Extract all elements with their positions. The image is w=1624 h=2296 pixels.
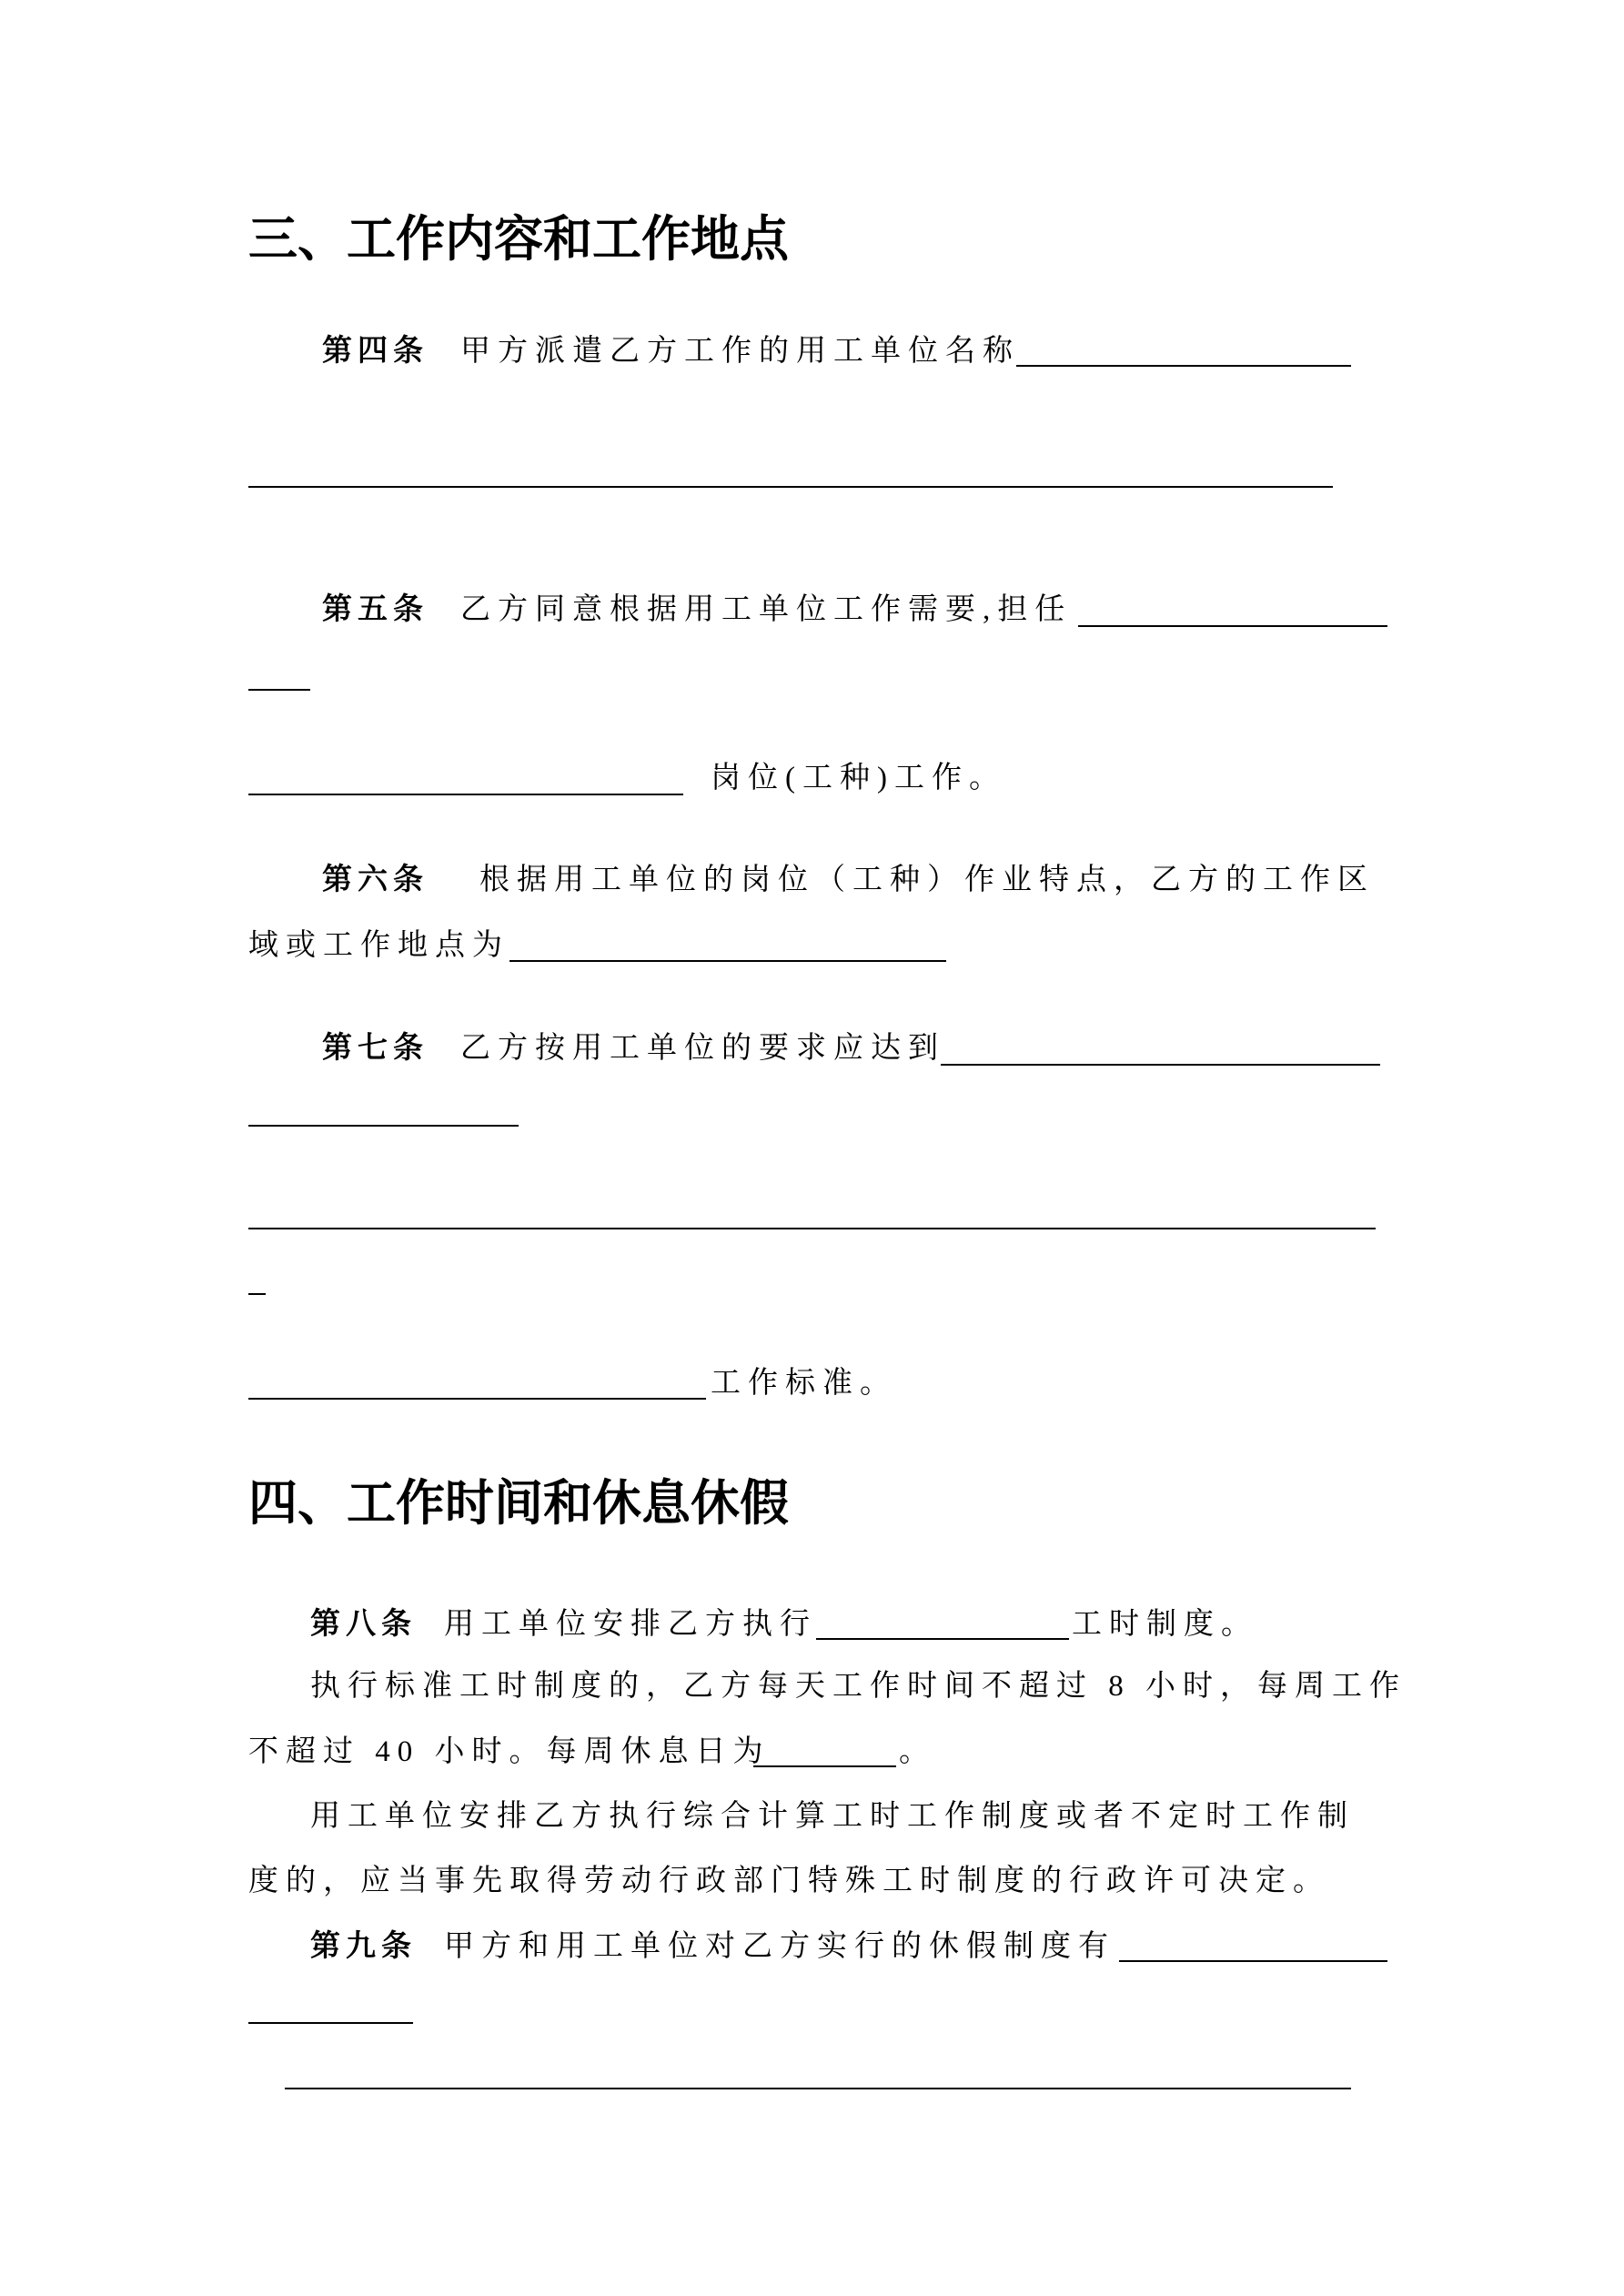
- article-7-label: 第七条: [322, 1032, 429, 1065]
- fill-in-blank: [248, 1228, 1376, 1229]
- fill-in-blank: [248, 1293, 266, 1295]
- fill-in-blank: [816, 1638, 1069, 1640]
- article-4-text: 甲方派遣乙方工作的用工单位名称: [460, 335, 1020, 368]
- fill-in-blank: [1078, 625, 1387, 627]
- fill-in-blank: [248, 2022, 413, 2024]
- article-6-label: 第六条: [322, 864, 429, 896]
- article-8-label: 第八条: [310, 1608, 417, 1641]
- fill-in-blank: [248, 486, 1333, 488]
- section-heading-work-content: 三、工作内容和工作地点: [248, 212, 789, 267]
- article-6-line1: 根据用工单位的岗位（工种）作业特点，乙方的工作区: [479, 864, 1375, 896]
- fill-in-blank: [248, 1125, 519, 1127]
- fill-in-blank: [248, 1398, 706, 1400]
- fill-in-blank: [248, 794, 683, 795]
- article-8-para2-line1: 用工单位安排乙方执行综合计算工时工作制度或者不定时工作制: [310, 1800, 1355, 1833]
- article-4-label: 第四条: [322, 335, 429, 368]
- fill-in-blank: [509, 960, 946, 962]
- article-8-para1-line1: 执行标准工时制度的，乙方每天工作时间不超过 8 小时，每周工作: [310, 1670, 1407, 1703]
- section-heading-working-hours: 四、工作时间和休息休假: [248, 1476, 789, 1531]
- article-9-text: 甲方和用工单位对乙方实行的休假制度有: [444, 1930, 1115, 1963]
- fill-in-blank: [941, 1064, 1380, 1066]
- article-8-para1-line2: 不超过 40 小时。每周休息日为: [248, 1735, 771, 1768]
- article-9-label: 第九条: [310, 1930, 417, 1963]
- article-7-tail: 工作标准。: [711, 1367, 897, 1400]
- article-7-text: 乙方按用工单位的要求应达到: [460, 1032, 945, 1065]
- fill-in-blank: [248, 689, 310, 691]
- fill-in-blank: [285, 2088, 1351, 2089]
- article-8-text: 用工单位安排乙方执行: [444, 1608, 817, 1641]
- fill-in-blank: [1016, 365, 1351, 367]
- article-5-text: 乙方同意根据用工单位工作需要,担任: [460, 593, 1073, 626]
- fill-in-blank: [753, 1765, 896, 1767]
- article-8-tail: 工时制度。: [1072, 1608, 1258, 1641]
- article-6-line2: 域或工作地点为: [248, 929, 509, 962]
- article-8-para1-end: 。: [899, 1735, 936, 1768]
- article-5-tail: 岗位(工种)工作。: [711, 762, 1006, 794]
- article-8-para2-line2: 度的，应当事先取得劳动行政部门特殊工时制度的行政许可决定。: [248, 1865, 1330, 1897]
- article-5-label: 第五条: [322, 593, 429, 626]
- fill-in-blank: [1119, 1960, 1387, 1962]
